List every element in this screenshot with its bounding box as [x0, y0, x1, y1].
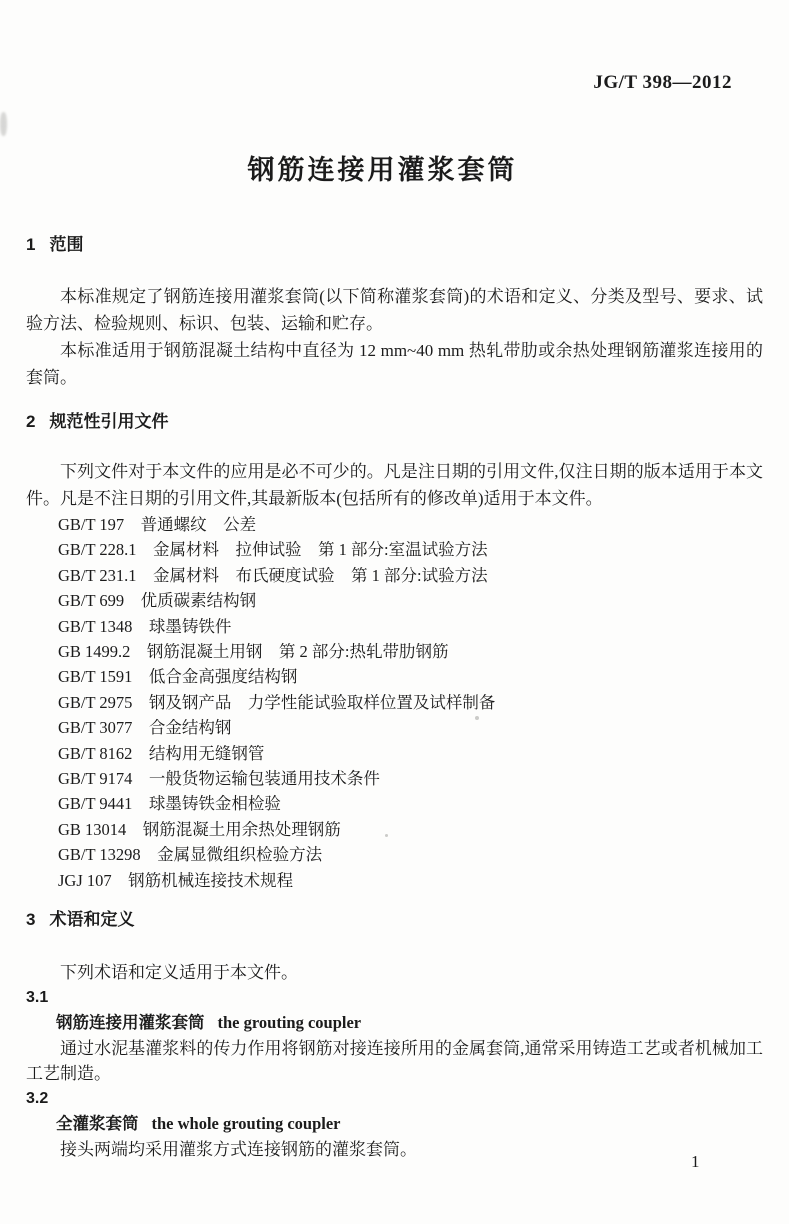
scan-speck	[475, 716, 479, 720]
term-title-line	[26, 1111, 763, 1137]
section-1-paragraph-1: 本标准规定了钢筋连接用灌浆套筒(以下简称灌浆套筒)的术语和定义、分类及型号、要求、试验方法、检验规则、标识、包装、运输和贮存。	[26, 287, 763, 333]
reference-item: GB/T 1591 低合金高强度结构钢	[58, 667, 298, 687]
reference-item: GB 13014 钢筋混凝土用余热处理钢筋	[58, 819, 341, 839]
reference-item: GB/T 13298 金属显微组织检验方法	[58, 845, 323, 865]
document-body	[26, 235, 763, 1162]
section-3-number: 3	[26, 910, 36, 930]
reference-item: GB/T 197 普通螺纹 公差	[58, 515, 257, 534]
term-definition-3-1	[26, 985, 763, 1086]
term-chinese: 钢筋连接用灌浆套筒	[56, 1014, 205, 1033]
section-1-heading	[26, 235, 763, 255]
section-2-heading	[26, 412, 763, 432]
reference-item: GB/T 228.1 金属材料 拉伸试验 第 1 部分:室温试验方法	[58, 540, 488, 560]
term-definition-text: 通过水泥基灌浆料的传力作用将钢筋对接连接所用的金属套筒,通常采用铸造工艺或者机械加工工艺制造。	[26, 1039, 763, 1084]
reference-item: GB/T 9174 一般货物运输包装通用技术条件	[58, 769, 380, 789]
reference-item: GB/T 231.1 金属材料 布氏硬度试验 第 1 部分:试验方法	[58, 565, 488, 585]
section-3-label: 术语和定义	[49, 910, 135, 930]
term-number: 3.1	[26, 989, 49, 1007]
section-2-number: 2	[26, 412, 36, 431]
reference-item: GB/T 9441 球墨铸铁金相检验	[58, 794, 281, 814]
scan-speck	[385, 834, 388, 837]
reference-item: GB/T 1348 球墨铸铁件	[58, 616, 232, 636]
reference-item: JGJ 107 钢筋机械连接技术规程	[58, 870, 294, 890]
section-1-number: 1	[26, 235, 36, 254]
term-english: the whole grouting coupler	[151, 1114, 341, 1134]
document-title: 钢筋连接用灌浆套筒	[247, 155, 518, 185]
reference-item: GB/T 2975 钢及钢产品 力学性能试验取样位置及试样制备	[58, 692, 496, 712]
scan-smudge	[0, 112, 7, 136]
term-chinese: 全灌浆套筒	[56, 1115, 139, 1134]
page-number: 1	[691, 1152, 700, 1171]
reference-item: GB/T 8162 结构用无缝钢管	[58, 743, 265, 763]
term-definition-text: 接头两端均采用灌浆方式连接钢筋的灌浆套筒。	[60, 1140, 417, 1160]
reference-item: GB/T 3077 合金结构钢	[58, 718, 232, 738]
section-2-label: 规范性引用文件	[49, 412, 169, 431]
normative-references-list	[26, 512, 763, 893]
section-2-paragraph-1: 下列文件对于本文件的应用是必不可少的。凡是注日期的引用文件,仅注日期的版本适用于本文件。凡是不注日期的引用文件,其最新版本(包括所有的修改单)适用于本文件。	[26, 462, 763, 508]
reference-item: GB 1499.2 钢筋混凝土用钢 第 2 部分:热轧带肋钢筋	[58, 642, 449, 662]
section-1-label: 范围	[49, 235, 84, 254]
section-3-heading	[26, 910, 763, 930]
term-title-line	[26, 1010, 763, 1036]
term-definition-3-2	[26, 1086, 763, 1162]
term-english: the grouting coupler	[217, 1013, 362, 1033]
section-1-paragraph-2: 本标准适用于钢筋混凝土结构中直径为 12 mm~40 mm 热轧带肋或余热处理钢筋灌浆连接用的套筒。	[26, 341, 763, 387]
reference-item: GB/T 699 优质碳素结构钢	[58, 591, 257, 611]
standard-code: JG/T 398—2012	[593, 72, 732, 93]
terms-intro: 下列术语和定义适用于本文件。	[60, 963, 298, 983]
term-number: 3.2	[26, 1090, 49, 1108]
